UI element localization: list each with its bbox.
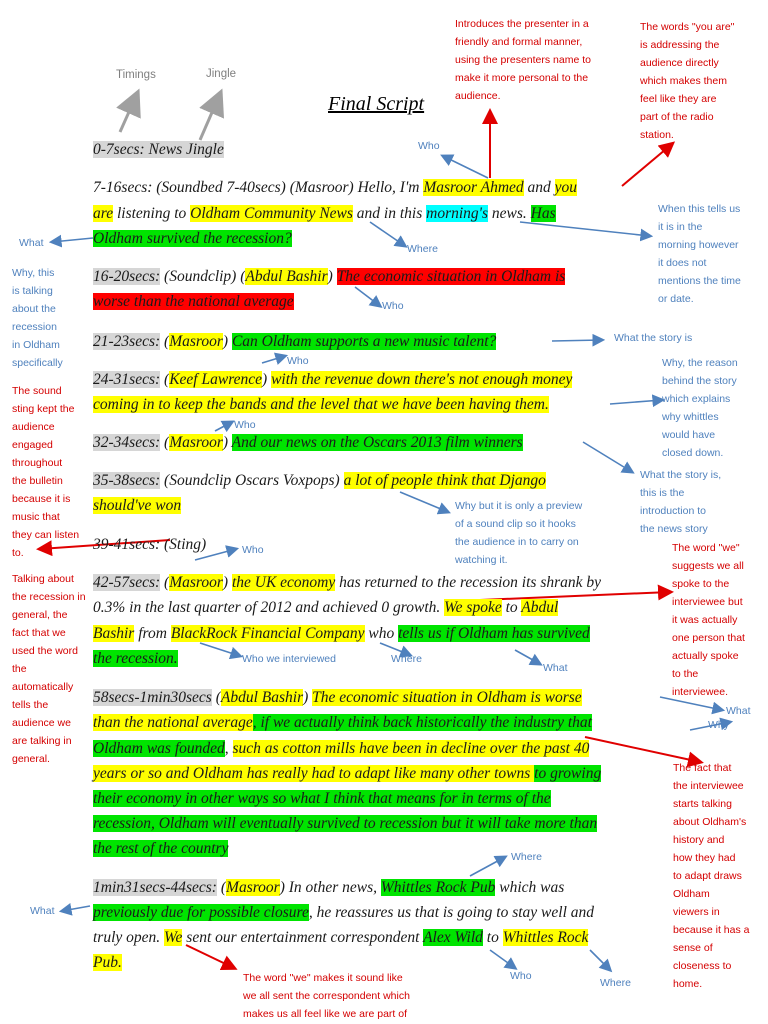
page-title: Final Script xyxy=(328,93,425,115)
script-line: Pub. xyxy=(93,954,122,971)
tag-where-pub: Where xyxy=(511,851,542,863)
script-line: the rest of the country xyxy=(93,840,229,857)
annotation-intro-presenter: Introduces the presenter in a friendly and formal manner, using the presenters name to make it more personal to the audience. xyxy=(455,18,591,102)
script-line: are listening to Oldham Community News and in this morning's news. Has xyxy=(93,205,556,222)
tag-who-masroor: Who xyxy=(234,419,256,431)
annotation-why-reason: Why, the reason behind the story which explains why whittles would have closed down. xyxy=(662,357,738,459)
tag-what-situation: What xyxy=(726,705,751,717)
tag-where-whittles: Where xyxy=(600,977,631,989)
tag-where-oldham: Where xyxy=(407,243,438,255)
script-line: 39-41secs: (Sting) xyxy=(93,536,207,553)
label-jingle: Jingle xyxy=(206,68,237,80)
tag-why-history: Why xyxy=(708,719,729,731)
script-line: 32-34secs: (Masroor) And our news on the Oscars 2013 film winners xyxy=(93,434,523,451)
annotation-sting: The sound sting kept the audience engaged throughout the bulletin because it is music that they can listen to. xyxy=(12,385,80,559)
tag-what-survived: What xyxy=(543,662,568,674)
script-line: 1min31secs-44secs: (Masroor) In other news, Whittles Rock Pub which was xyxy=(93,879,565,896)
script-line: 0-7secs: News Jingle xyxy=(93,141,224,158)
tag-what-story-is: What the story is xyxy=(614,332,693,344)
script-line: should've won xyxy=(93,497,182,514)
script-line: coming in to keep the bands and the level that we have been having them. xyxy=(93,396,549,413)
annotation-story-intro: What the story is, this is the introduction to the news story xyxy=(640,469,722,535)
script-line: 7-16secs: (Soundbed 7-40secs) (Masroor) Hello, I'm Masroor Ahmed and you xyxy=(93,179,578,196)
script-line: Oldham survived the recession? xyxy=(93,230,292,247)
script-line: previously due for possible closure, he reassures us that is going to stay well and xyxy=(93,904,594,921)
script-line: 42-57secs: (Masroor) the UK economy has returned to the recession its shrank by xyxy=(93,574,602,591)
tag-who-alex: Who xyxy=(510,970,532,982)
script-line: 24-31secs: (Keef Lawrence) with the revenue down there's not enough money xyxy=(93,371,573,388)
annotation-preview: Why but it is only a preview of a sound clip so it hooks the audience in to carry on watching it. xyxy=(455,500,583,566)
annotation-you-are: The words "you are" is addressing the audience directly which makes them feel like they are part of the radio station. xyxy=(640,21,735,141)
script-line: 58secs-1min30secs (Abdul Bashir) The economic situation in Oldham is worse xyxy=(93,689,582,706)
script-line: their economy in other ways so what I think that means for in terms of the xyxy=(93,790,551,807)
script-line: 0.3% in the last quarter of 2012 and achieved 0 growth. We spoke to Abdul xyxy=(93,599,559,616)
annotation-we-suggests: The word "we" suggests we all spoke to the interviewee but it was actually one person that actually spoke to the interviewee. xyxy=(672,542,745,698)
script-line: worse than the national average xyxy=(93,293,294,310)
script-line: recession, Oldham will eventually survived to recession but it will take more than xyxy=(93,815,598,832)
script-line: than the national average, if we actually think back historically the industry that xyxy=(93,714,592,731)
tag-who-presenter: Who xyxy=(418,140,440,152)
tag-where-blackrock: Where xyxy=(391,653,422,665)
script-line: 35-38secs: (Soundclip Oscars Voxpops) a lot of people think that Django xyxy=(93,472,546,489)
script-line: 16-20secs: (Soundclip) (Abdul Bashir) The economic situation in Oldham is xyxy=(93,268,566,285)
label-timings: Timings xyxy=(116,69,156,81)
tag-who-we-interviewed: Who we interviewed xyxy=(242,653,336,665)
script-line: the recession. xyxy=(93,650,178,667)
script-line: 21-23secs: (Masroor) Can Oldham supports a new music talent? xyxy=(93,333,497,350)
annotation-we-sent: The word "we" makes it sound like we all sent the correspondent which makes us all feel like we are part of xyxy=(243,972,410,1020)
script-line: Bashir from BlackRock Financial Company who tells us if Oldham has survived xyxy=(93,625,590,642)
annotation-morning: When this tells us it is in the morning however it does not mentions the time or date. xyxy=(658,203,741,305)
annotation-history: The fact that the interviewee starts talking about Oldham's history and how they had to adapt draws Oldham viewers in because it has a sense of closeness to home. xyxy=(673,762,750,990)
tag-who-masroor-2: Who xyxy=(242,544,264,556)
script-line: years or so and Oldham has really had to adapt like many other towns to growing xyxy=(93,765,602,782)
tag-who-bashir: Who xyxy=(382,300,404,312)
tag-who-keef: Who xyxy=(287,355,309,367)
annotation-general: Talking about the recession in general, the fact that we used the word the automatically tells the audience we are talking in general. xyxy=(12,573,86,765)
annotation-why-oldham: Why, this is talking about the recession in Oldham specifically xyxy=(12,267,63,369)
tag-what-recession: What xyxy=(19,237,44,249)
tag-what-closure: What xyxy=(30,905,55,917)
script-line: Oldham was founded, such as cotton mills have been in decline over the past 40 xyxy=(93,740,590,757)
script-line: truly open. We sent our entertainment correspondent Alex Wild to Whittles Rock xyxy=(93,929,589,946)
